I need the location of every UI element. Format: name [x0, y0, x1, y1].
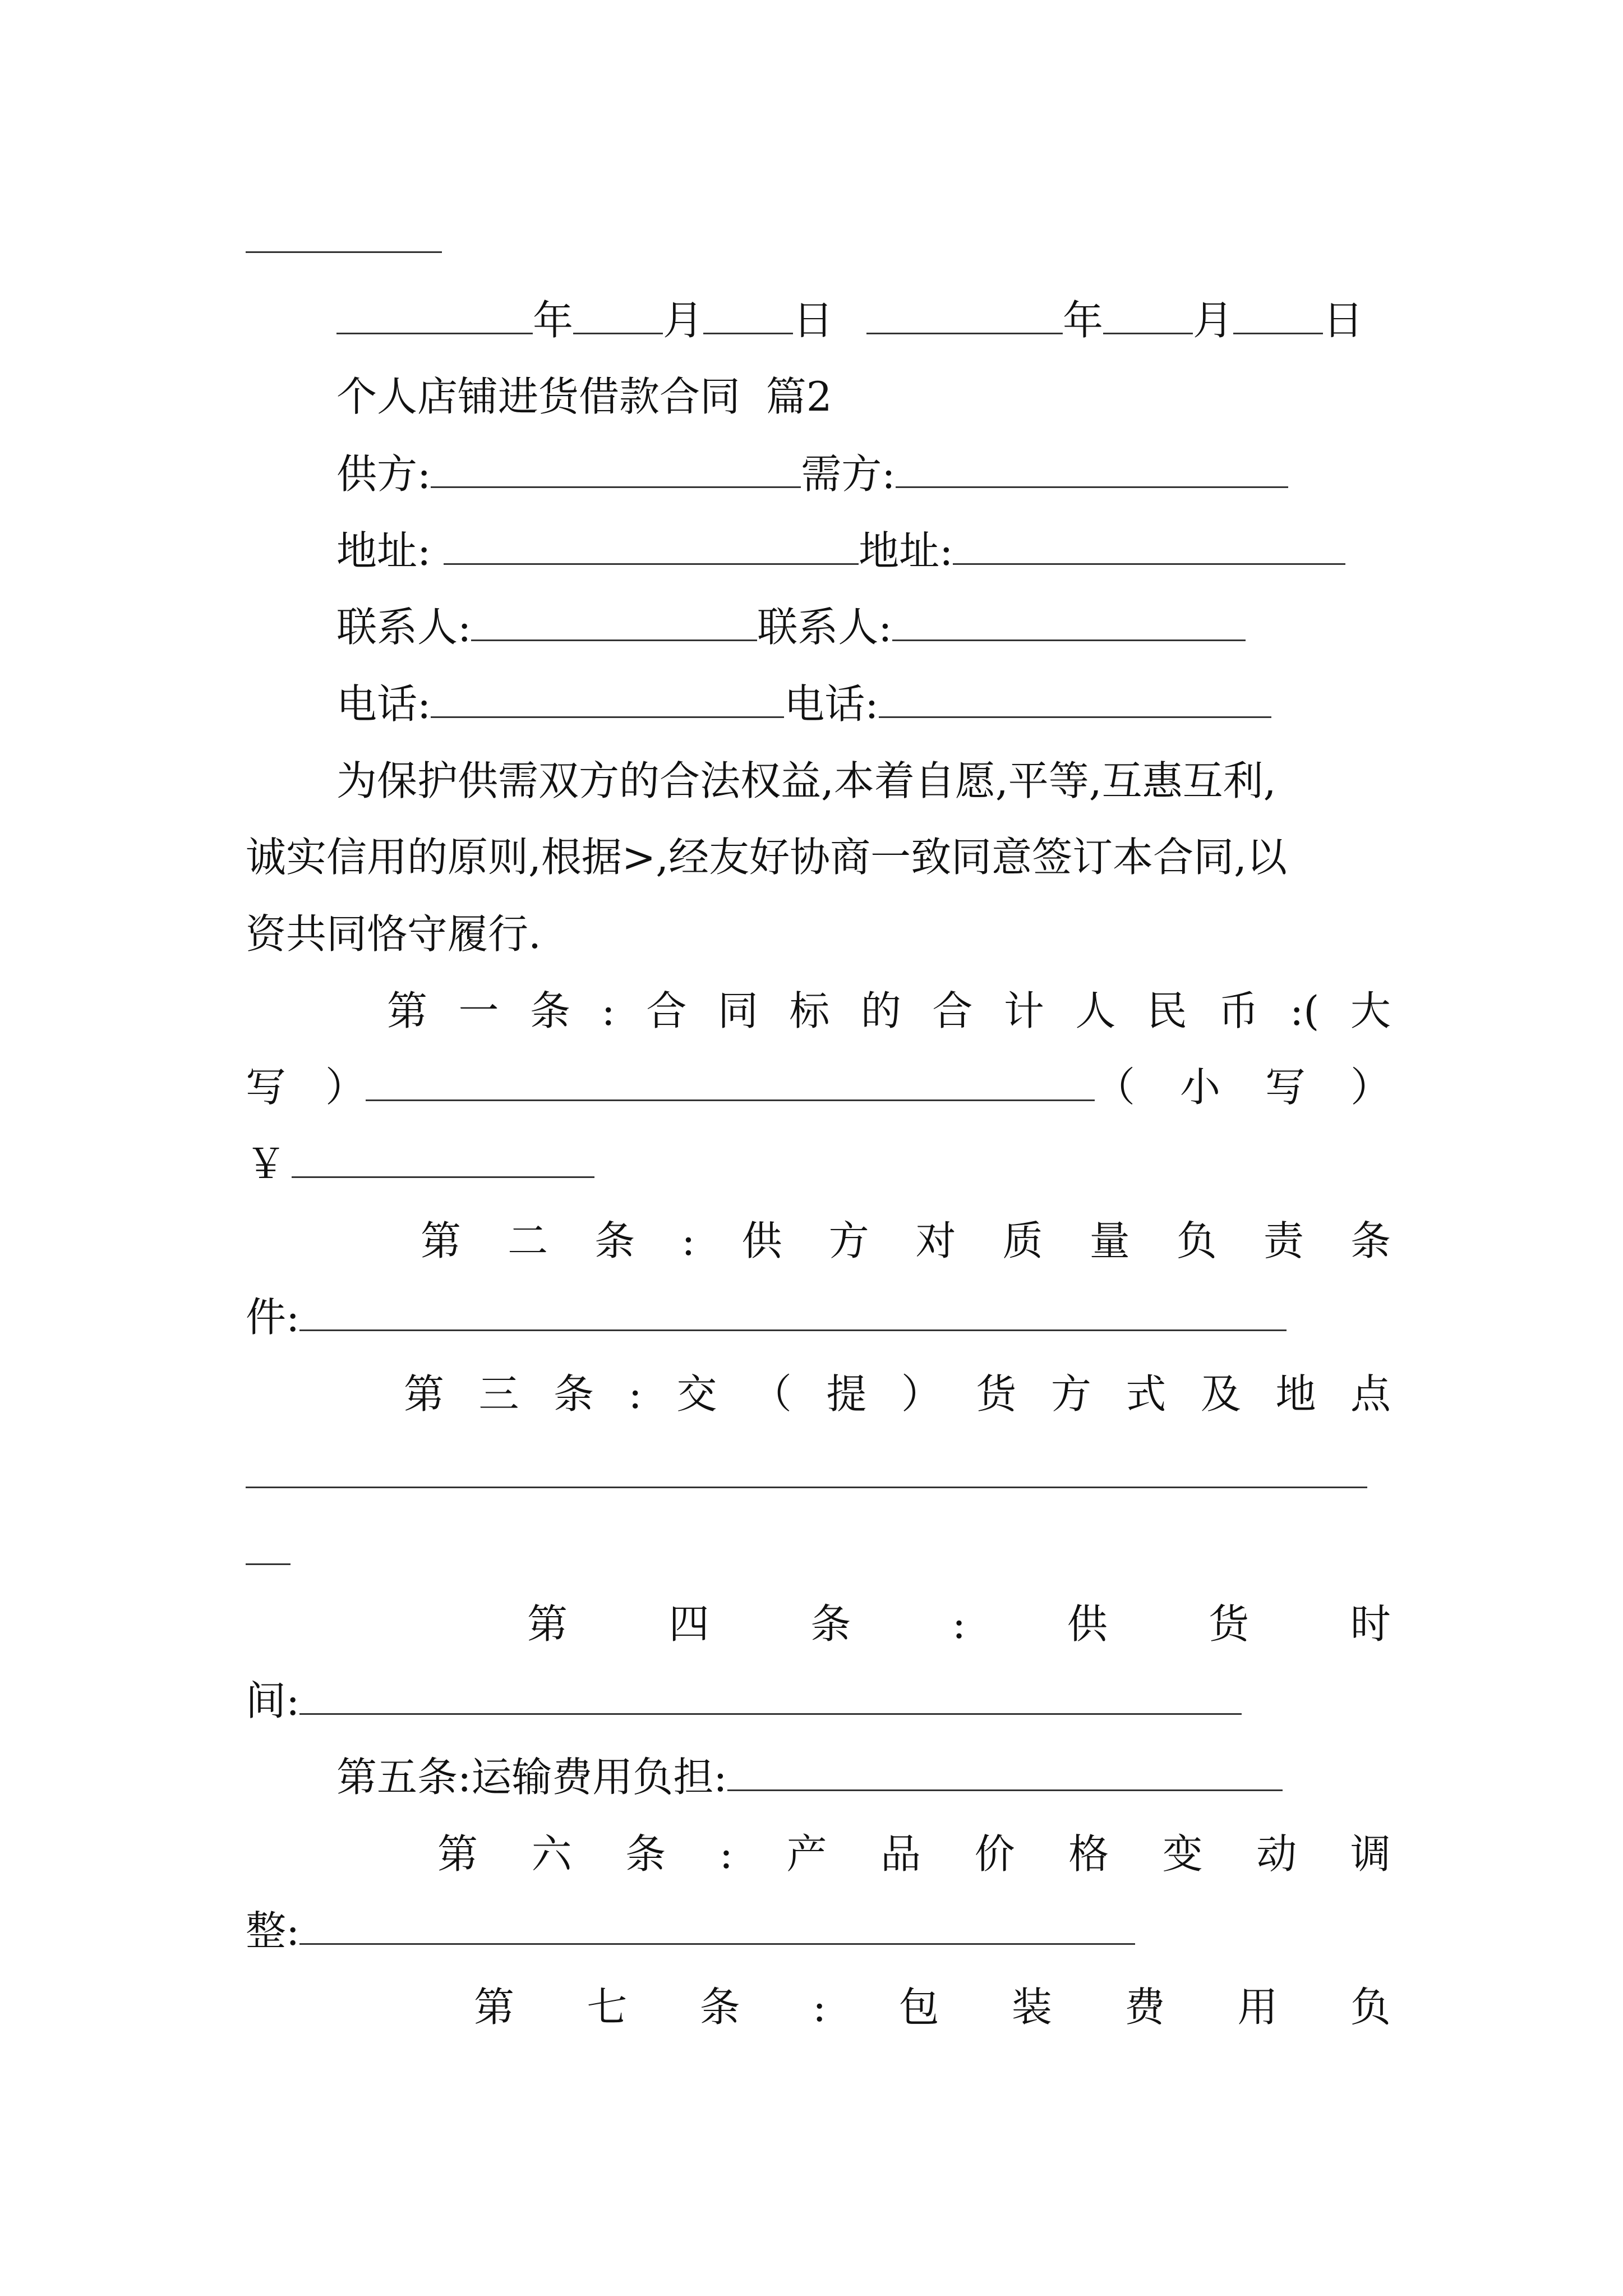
article-4-char: 货: [1209, 1600, 1249, 1648]
article-7-char: 第: [474, 1984, 515, 2031]
article-1-xiaoxie: [1095, 1062, 1391, 1112]
article-6-char: 调: [1350, 1830, 1391, 1878]
article-6-char: 条: [625, 1830, 666, 1878]
contract-heading: 个人店铺进货借款合同 篇2: [336, 373, 832, 420]
article-2-char: 条: [594, 1217, 635, 1264]
month-blank: [573, 298, 663, 334]
date-line: [336, 295, 1363, 346]
article-6-char: 变: [1162, 1830, 1203, 1878]
preamble-line-3: 资共同恪守履行.: [246, 910, 541, 958]
article-6-line-2: [246, 1906, 1135, 1956]
year-blank-2: [866, 298, 1063, 334]
article-3-char: 地: [1275, 1370, 1316, 1418]
article-3-char: :: [628, 1370, 642, 1418]
article-6-char: 动: [1256, 1830, 1297, 1878]
article-1-char: 大: [1350, 987, 1391, 1034]
year-label: 年: [533, 297, 574, 344]
article-1-lowercase-blank: [292, 1142, 594, 1178]
article-3-blank-line: [246, 1487, 1367, 1488]
article-2-char: 责: [1263, 1217, 1304, 1264]
article-6-char: 品: [880, 1830, 921, 1878]
buyer-blank: [896, 452, 1288, 488]
article-5-line: [336, 1752, 1283, 1802]
month-blank-2: [1103, 298, 1193, 334]
article-1-char: 币: [1218, 987, 1259, 1034]
article-7-char: 负: [1350, 1984, 1391, 2031]
article-3-char: 三: [478, 1370, 519, 1418]
article-2-cont: 件:: [246, 1294, 300, 1341]
article-2-char: 质: [1002, 1217, 1043, 1264]
article-1-daxie-char: 写: [246, 1064, 287, 1111]
day-label: 日: [793, 297, 834, 344]
article-6-blank: [299, 1908, 1135, 1945]
article-7-char: 条: [699, 1984, 740, 2031]
article-2-line-2: [246, 1292, 1287, 1342]
year-label-2: 年: [1062, 297, 1103, 344]
article-6-line-1: [437, 1829, 1391, 1879]
preamble-line-1: 为保护供需双方的合法权益,本着自愿,平等,互惠互利,: [336, 757, 1276, 804]
article-3-char: ）: [901, 1370, 942, 1418]
article-2-char: 方: [828, 1217, 869, 1264]
article-2-char: :: [681, 1217, 695, 1264]
supplier-contact-label: 联系人:: [336, 604, 472, 651]
article-1-char: 一: [458, 987, 499, 1034]
supplier-phone-blank: [431, 682, 784, 718]
article-3-char: 交: [676, 1370, 717, 1418]
supplier-row: [336, 449, 1288, 499]
article-1-char: 条: [530, 987, 571, 1034]
article-1-char: 合: [646, 987, 687, 1034]
article-1-xie-char: 写: [1265, 1064, 1306, 1111]
article-1-paren-close: ）: [325, 1064, 366, 1111]
article-1-line-2: [246, 1062, 1391, 1112]
article-1-xiao-char: 小: [1180, 1064, 1221, 1111]
article-6-cont: 整:: [246, 1907, 300, 1954]
article-7-char: :: [812, 1984, 827, 2031]
article-3-char: 提: [826, 1370, 867, 1418]
article-3-blank-tail: [246, 1563, 291, 1565]
article-1-char: 标: [789, 987, 830, 1034]
article-6-char: 产: [786, 1830, 827, 1878]
article-2-char: 量: [1089, 1217, 1130, 1264]
article-6-char: :: [719, 1830, 733, 1878]
phone-row: [336, 679, 1271, 729]
article-1-char: 同: [717, 987, 758, 1034]
article-4-char: 四: [668, 1600, 709, 1648]
article-3-char: 方: [1050, 1370, 1091, 1418]
article-2-char: 对: [915, 1217, 956, 1264]
article-1-char: :: [601, 987, 615, 1034]
buyer-address-label: 地址:: [859, 527, 953, 574]
article-5-text: 第五条:运输费用负担:: [336, 1754, 727, 1801]
article-2-char: 条: [1350, 1217, 1391, 1264]
article-2-char: 第: [421, 1217, 462, 1264]
article-4-char: 条: [810, 1600, 851, 1648]
article-7-char: 用: [1237, 1984, 1278, 2031]
article-1-char: :(: [1289, 987, 1320, 1034]
article-4-char: 第: [527, 1600, 568, 1648]
article-2-line-1: [421, 1216, 1391, 1266]
article-2-char: 二: [508, 1217, 548, 1264]
article-1-uppercase-blank: [366, 1065, 1095, 1101]
buyer-contact-label: 联系人:: [757, 604, 892, 651]
buyer-phone-label: 电话:: [784, 680, 879, 728]
article-4-char: 供: [1067, 1600, 1108, 1648]
article-4-char: 时: [1350, 1600, 1391, 1648]
day-label-2: 日: [1322, 297, 1363, 344]
top-underline: [246, 251, 442, 253]
buyer-label: 需方:: [801, 450, 896, 498]
article-1-char: 合: [932, 987, 973, 1034]
month-label: 月: [663, 297, 704, 344]
article-3-char: 第: [404, 1370, 445, 1418]
article-7-line-1: [474, 1982, 1391, 2032]
supplier-address-label: 地址:: [336, 527, 444, 574]
contact-row: [336, 602, 1246, 652]
article-3-char: 式: [1126, 1370, 1166, 1418]
month-label-2: 月: [1192, 297, 1233, 344]
article-1-char: 民: [1146, 987, 1187, 1034]
supplier-contact-blank: [471, 605, 757, 641]
article-1-paren-open-2: （: [1095, 1064, 1136, 1111]
article-4-line-2: [246, 1676, 1242, 1726]
article-7-char: 装: [1011, 1984, 1052, 2031]
article-1-line-1: [387, 986, 1391, 1036]
article-1-paren-close-2: ）: [1350, 1064, 1391, 1111]
article-4-char: :: [952, 1600, 966, 1648]
article-3-char: （: [751, 1370, 792, 1418]
article-1-char: 第: [387, 987, 428, 1034]
article-4-blank: [299, 1678, 1242, 1715]
year-blank: [336, 298, 533, 334]
article-5-blank: [727, 1755, 1283, 1791]
day-blank: [703, 298, 793, 334]
buyer-contact-blank: [892, 605, 1246, 641]
article-3-line-1: [404, 1369, 1391, 1419]
day-blank-2: [1233, 298, 1323, 334]
article-3-char: 点: [1350, 1370, 1391, 1418]
article-4-cont: 间:: [246, 1677, 300, 1724]
supplier-label: 供方:: [336, 450, 431, 498]
article-1-line-3: [246, 1139, 594, 1189]
supplier-address-blank: [444, 528, 859, 565]
article-3-char: 及: [1200, 1370, 1241, 1418]
article-4-line-1: [527, 1599, 1391, 1649]
supplier-phone-label: 电话:: [336, 680, 431, 728]
buyer-phone-blank: [879, 682, 1271, 718]
article-6-char: 第: [437, 1830, 478, 1878]
article-6-char: 价: [974, 1830, 1015, 1878]
article-1-char: 人: [1075, 987, 1116, 1034]
address-row: [336, 526, 1345, 576]
article-3-char: 条: [554, 1370, 594, 1418]
article-3-char: 货: [976, 1370, 1017, 1418]
article-2-blank: [299, 1295, 1287, 1331]
article-1-char: 计: [1003, 987, 1044, 1034]
buyer-address-blank: [953, 528, 1345, 565]
article-6-char: 六: [531, 1830, 572, 1878]
article-1-char: 的: [860, 987, 901, 1034]
article-7-char: 费: [1124, 1984, 1165, 2031]
preamble-line-2: 诚实信用的原则,根据>,经友好协商一致同意签订本合同,以: [246, 834, 1287, 881]
article-6-char: 格: [1068, 1830, 1109, 1878]
article-2-char: 供: [741, 1217, 782, 1264]
article-7-char: 包: [898, 1984, 939, 2031]
supplier-blank: [431, 452, 801, 488]
article-2-char: 负: [1176, 1217, 1217, 1264]
yuan-symbol: ￥: [246, 1140, 287, 1188]
article-7-char: 七: [587, 1984, 628, 2031]
